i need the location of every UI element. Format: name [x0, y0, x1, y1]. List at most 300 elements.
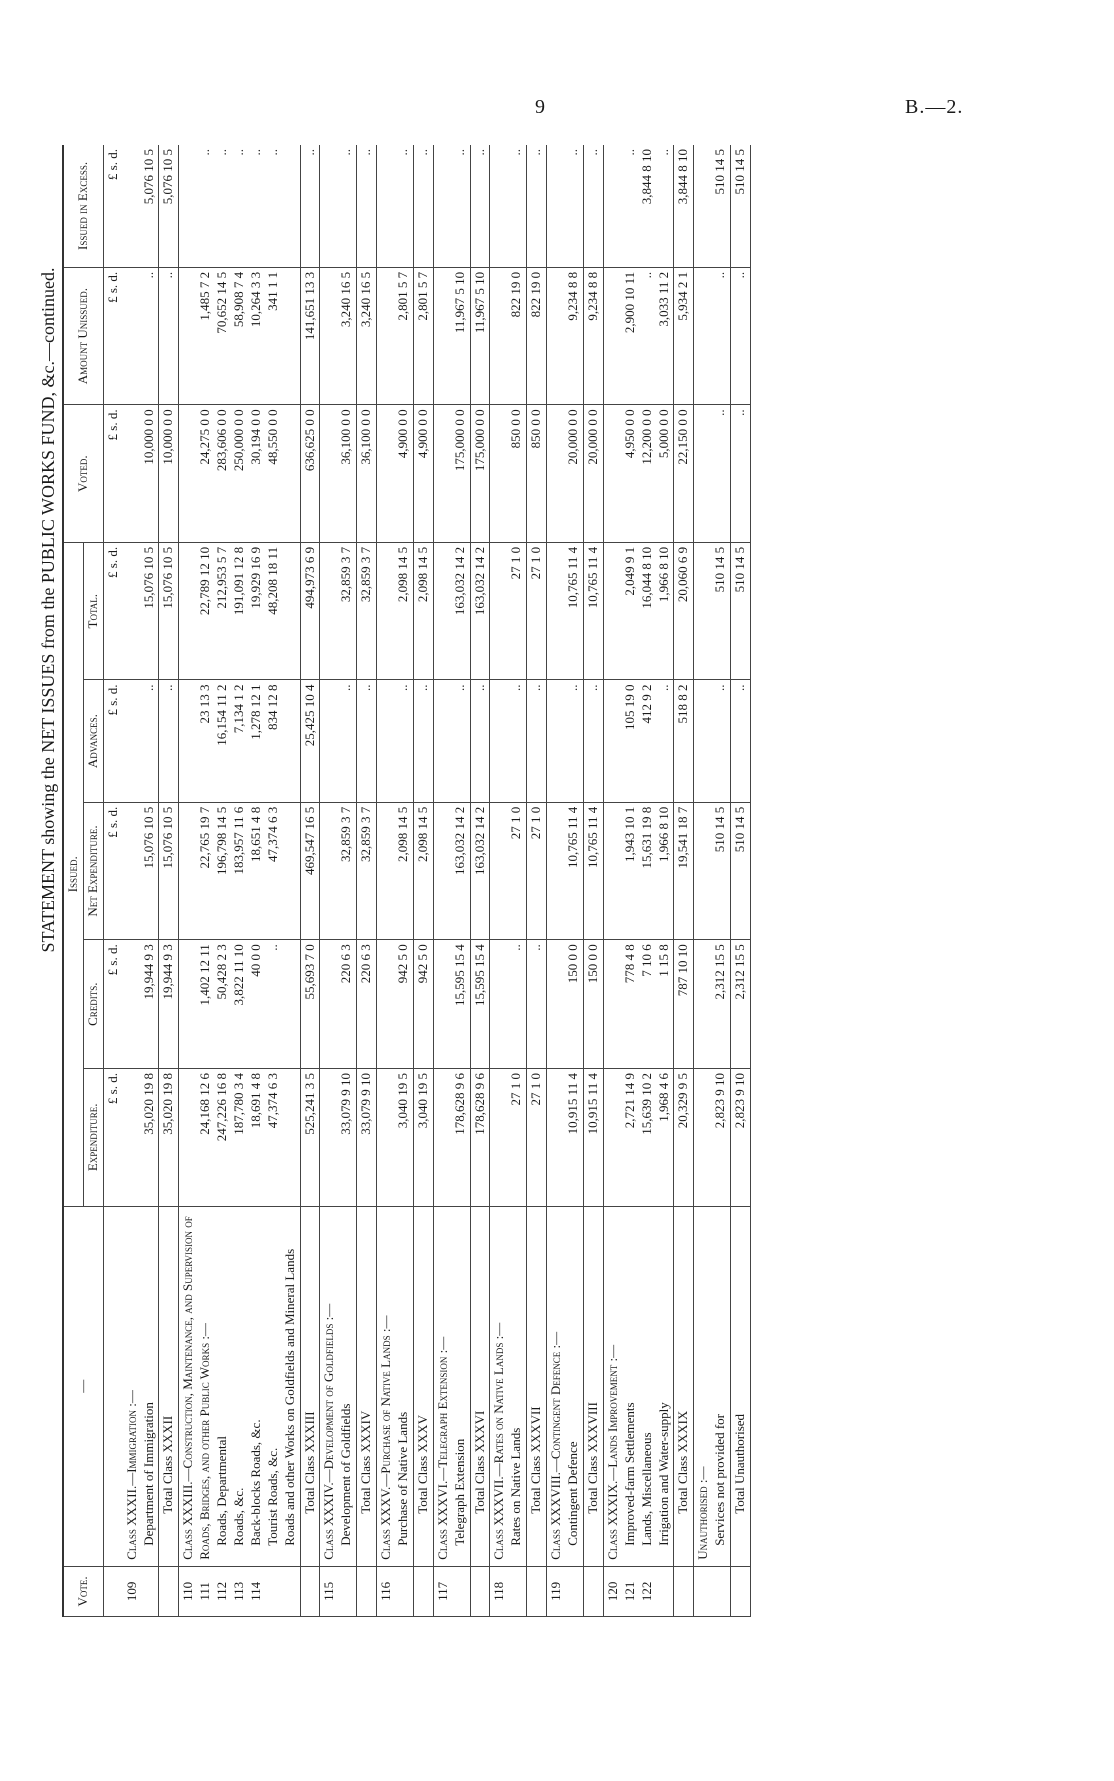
total-net-cell: 163,032 14 2: [470, 802, 490, 940]
amount: 1,968 4 6: [655, 1073, 671, 1122]
adv-cell: [694, 680, 731, 802]
amount: 822 19 0: [508, 271, 524, 318]
issued-in-excess-header: Issued in Excess.: [63, 145, 103, 267]
class-total-row: [527, 145, 547, 1617]
heading-spacer: [548, 807, 565, 936]
heading-spacer: [378, 409, 395, 538]
heading-spacer: [321, 944, 338, 1064]
excess-cell: [603, 145, 674, 267]
total-excess-cell: 510 14 5: [731, 145, 751, 267]
heading-spacer: [321, 547, 338, 676]
vote-cell: [583, 1566, 603, 1616]
total-tot-cell: 32,859 3 7: [357, 542, 377, 680]
heading-spacer: [124, 944, 141, 1064]
amount: 15,595 15 4: [451, 944, 467, 1006]
total-net-cell: 32,859 3 7: [357, 802, 377, 940]
total-unissued-cell: 141,651 13 3: [300, 267, 320, 405]
adv-cell: [433, 680, 470, 802]
amount: 510 14 5: [712, 546, 728, 593]
statement-body: [123, 145, 751, 1617]
amount: 5,000 0 0: [655, 409, 671, 459]
vote-description: [320, 1206, 357, 1566]
heading-spacer: [435, 944, 452, 1064]
amount: 3,240 16 5: [338, 271, 354, 328]
item-label: Back-blocks Roads, &c.: [247, 1419, 263, 1546]
vote-header: Vote.: [63, 1566, 103, 1616]
total-excess-cell: ..: [300, 145, 320, 267]
total-label: Total Class XXXIX: [674, 1206, 694, 1566]
amount: ..: [214, 149, 230, 156]
class-heading: Class XXXVIII.—Contingent Defence :—: [548, 1331, 564, 1560]
amount: 50,428 2 3: [214, 944, 230, 1000]
heading-spacer: [491, 149, 508, 263]
total-label: Total Unauthorised: [731, 1206, 751, 1566]
total-unissued-cell: 5,934 2 1: [674, 267, 694, 405]
net-cell: [603, 802, 674, 940]
amount: 10,264 3 3: [247, 271, 263, 328]
heading-spacer: [491, 807, 508, 936]
units-label: £ s. d.: [103, 680, 122, 802]
total-exp-cell: 178,628 9 6: [470, 1069, 490, 1207]
vote-row: [603, 145, 674, 1617]
vote-row: [179, 145, 300, 1617]
adv-cell: [320, 680, 357, 802]
amount-unissued-header: Amount Unissued.: [63, 267, 103, 405]
heading-spacer: [435, 684, 452, 797]
total-adv-cell: ..: [470, 680, 490, 802]
total-adv-cell: ..: [527, 680, 547, 802]
heading-spacer: [124, 1073, 141, 1202]
total-label: Total Class XXXIII: [300, 1206, 320, 1566]
statement-table-container: [62, 145, 942, 1617]
amount: ..: [264, 149, 280, 156]
net-cell: [433, 802, 470, 940]
total-net-cell: 510 14 5: [731, 802, 751, 940]
amount: ..: [197, 149, 213, 156]
total-excess-cell: ..: [413, 145, 433, 267]
heading-spacer: [605, 149, 622, 263]
heading-spacer: [378, 149, 395, 263]
amount: 32,859 3 7: [338, 806, 354, 862]
total-exp-cell: 10,915 11 4: [583, 1069, 603, 1207]
heading-spacer: [124, 684, 141, 797]
total-excess-cell: ..: [583, 145, 603, 267]
heading-spacer: [695, 944, 712, 1064]
vote-number: 110 111 112 113 114: [179, 1566, 300, 1616]
amount: 5,076 10 5: [140, 149, 156, 205]
excess-cell: [377, 145, 414, 267]
amount: 510 14 5: [712, 149, 728, 195]
tot-cell: [603, 542, 674, 680]
cred-cell: [694, 940, 731, 1069]
amount: 30,194 0 0: [247, 409, 263, 465]
total-net-cell: 19,541 18 7: [674, 802, 694, 940]
total-voted-cell: 4,900 0 0: [413, 405, 433, 543]
class-heading: Class XXXIV.—Development of Goldfields :—: [321, 1303, 337, 1560]
cred-cell: [547, 940, 584, 1069]
amount: 36,100 0 0: [338, 409, 354, 465]
amount: 10,765 11 4: [565, 546, 581, 609]
total-header: Total.: [83, 542, 103, 680]
total-unissued-cell: 11,967 5 10: [470, 267, 490, 405]
description-header: —: [63, 1206, 103, 1566]
vote-row: [320, 145, 357, 1617]
amount: 27 1 0: [508, 806, 524, 840]
total-cred-cell: ..: [527, 940, 547, 1069]
cred-cell: [179, 940, 300, 1069]
heading-spacer: [435, 1073, 452, 1202]
vote-number: 120 121 122: [603, 1566, 674, 1616]
vote-number: [694, 1566, 731, 1616]
total-exp-cell: 3,040 19 5: [413, 1069, 433, 1207]
amount: 163,032 14 2: [451, 806, 467, 875]
heading-spacer: [124, 272, 141, 401]
vote-number: 116: [377, 1566, 414, 1616]
tot-cell: [320, 542, 357, 680]
heading-spacer: [435, 272, 452, 401]
amount: 250,000 0 0: [231, 409, 247, 472]
amount: ..: [338, 149, 354, 156]
class-heading: Class XXXII.—Immigration :—: [123, 1390, 139, 1560]
amount: 7,134 1 2: [231, 684, 247, 734]
item-label: Department of Immigration: [140, 1402, 156, 1546]
total-label: Total Class XXXV: [413, 1206, 433, 1566]
units-label: £ s. d.: [103, 145, 122, 267]
amount: 2,049 9 1: [621, 546, 637, 596]
amount: 2,312 15 5: [712, 944, 728, 1000]
amount: 163,032 14 2: [451, 546, 467, 616]
total-label: Total Class XXXVIII: [583, 1206, 603, 1566]
heading-spacer: [605, 547, 622, 676]
total-voted-cell: ..: [731, 405, 751, 543]
amount: ..: [231, 149, 247, 156]
amount: ..: [451, 684, 467, 691]
heading-spacer: [605, 409, 622, 538]
net-cell: [179, 802, 300, 940]
excess-cell: [547, 145, 584, 267]
adv-cell: [547, 680, 584, 802]
amount: ..: [655, 149, 671, 156]
heading-spacer: [695, 684, 712, 797]
total-excess-cell: ..: [357, 145, 377, 267]
heading-spacer: [491, 1073, 508, 1202]
amount: ..: [338, 684, 354, 691]
excess-cell: [123, 145, 159, 267]
amount: 27 1 0: [508, 1073, 524, 1106]
total-voted-cell: 175,000 0 0: [470, 405, 490, 543]
excess-cell: [490, 145, 527, 267]
excess-cell: [433, 145, 470, 267]
heading-spacer: [180, 272, 197, 401]
exp-cell: [547, 1069, 584, 1207]
class-total-row: [583, 145, 603, 1617]
heading-spacer: [321, 807, 338, 936]
amount: ..: [264, 944, 280, 951]
total-label: Total Class XXXVII: [527, 1206, 547, 1566]
total-excess-cell: ..: [470, 145, 490, 267]
exp-cell: [377, 1069, 414, 1207]
item-label: Lands, Miscellaneous: [638, 1432, 654, 1546]
total-tot-cell: 10,765 11 4: [583, 542, 603, 680]
item-label: Improved-farm Settlements: [621, 1402, 637, 1546]
net-cell: [377, 802, 414, 940]
total-adv-cell: 518 8 2: [674, 680, 694, 802]
amount: 27 1 0: [508, 546, 524, 580]
heading-spacer: [378, 944, 395, 1064]
total-net-cell: 469,547 16 5: [300, 802, 320, 940]
unissued-cell: [377, 267, 414, 405]
amount: 22,789 12 10: [197, 546, 213, 616]
adv-cell: [490, 680, 527, 802]
heading-spacer: [124, 807, 141, 936]
heading-spacer: [695, 547, 712, 676]
amount: 1,278 12 1: [247, 684, 263, 740]
total-tot-cell: 2,098 14 5: [413, 542, 433, 680]
amount: 1,485 7 2: [197, 271, 213, 321]
amount: ..: [395, 149, 411, 156]
heading-spacer: [124, 547, 141, 676]
unissued-cell: [603, 267, 674, 405]
net-cell: [694, 802, 731, 940]
total-tot-cell: 27 1 0: [527, 542, 547, 680]
class-heading: Class XXXV.—Purchase of Native Lands :—: [378, 1315, 394, 1560]
class-heading: Class XXXVI.—Telegraph Extension :—: [434, 1336, 450, 1560]
excess-cell: [694, 145, 731, 267]
units-row: [103, 145, 122, 1617]
amount: 3,040 19 5: [395, 1073, 411, 1129]
unissued-cell: [490, 267, 527, 405]
amount: ..: [508, 944, 524, 951]
amount: 22,765 19 7: [197, 806, 213, 869]
heading-spacer: [695, 272, 712, 401]
heading-spacer: [695, 149, 712, 263]
amount: ..: [247, 149, 263, 156]
total-cred-cell: 2,312 15 5: [731, 940, 751, 1069]
total-voted-cell: 36,100 0 0: [357, 405, 377, 543]
heading-spacer: [491, 684, 508, 797]
amount: 2,098 14 5: [395, 546, 411, 603]
heading-spacer: [491, 409, 508, 538]
voted-cell: [547, 405, 584, 543]
vote-description: [179, 1206, 300, 1566]
amount: 850 0 0: [508, 409, 524, 449]
amount: ..: [712, 271, 728, 279]
voted-header: Voted.: [63, 405, 103, 543]
unissued-cell: [320, 267, 357, 405]
units-label: £ s. d.: [103, 1069, 122, 1207]
amount: 3,033 11 2: [655, 271, 671, 327]
vote-row: [433, 145, 470, 1617]
unissued-cell: [547, 267, 584, 405]
vote-row: [123, 145, 159, 1617]
item-label: Telegraph Extension: [451, 1438, 467, 1546]
header-row-top: [63, 145, 83, 1617]
vote-cell: [731, 1566, 751, 1616]
cred-cell: [377, 940, 414, 1069]
tot-cell: [547, 542, 584, 680]
heading-spacer: [124, 409, 141, 538]
amount: 4,950 0 0: [621, 409, 637, 459]
exp-cell: [320, 1069, 357, 1207]
amount: 24,275 0 0: [197, 409, 213, 465]
amount: 48,208 18 11: [264, 546, 280, 615]
amount: ..: [565, 149, 581, 156]
total-tot-cell: 163,032 14 2: [470, 542, 490, 680]
total-net-cell: 27 1 0: [527, 802, 547, 940]
vote-description: [433, 1206, 470, 1566]
vote-cell: [300, 1566, 320, 1616]
amount: 16,044 8 10: [638, 546, 654, 609]
amount: 18,651 4 8: [247, 806, 263, 862]
item-label: Roads and other Works on Goldfields and Mineral Lands: [281, 1248, 297, 1546]
amount: 510 14 5: [712, 806, 728, 853]
heading-spacer: [378, 272, 395, 401]
total-exp-cell: 35,020 19 8: [159, 1069, 179, 1207]
tot-cell: [694, 542, 731, 680]
heading-spacer: [695, 409, 712, 538]
class-total-row: [159, 145, 179, 1617]
unissued-cell: [433, 267, 470, 405]
total-cred-cell: 15,595 15 4: [470, 940, 490, 1069]
total-adv-cell: 25,425 10 4: [300, 680, 320, 802]
amount: ..: [712, 409, 728, 416]
total-unissued-cell: ..: [159, 267, 179, 405]
amount: 1,966 8 10: [655, 546, 671, 603]
total-unissued-cell: 822 19 0: [527, 267, 547, 405]
amount: ..: [621, 149, 637, 156]
amount: ..: [395, 684, 411, 691]
total-tot-cell: 20,060 6 9: [674, 542, 694, 680]
vote-number: 117: [433, 1566, 470, 1616]
net-expenditure-header: Net Expenditure.: [83, 802, 103, 940]
total-adv-cell: ..: [583, 680, 603, 802]
amount: 11,967 5 10: [451, 271, 467, 334]
voted-cell: [694, 405, 731, 543]
total-tot-cell: 494,973 6 9: [300, 542, 320, 680]
class-total-row: [300, 145, 320, 1617]
item-label: Roads, Departmental: [214, 1436, 230, 1546]
adv-cell: [377, 680, 414, 802]
cred-cell: [123, 940, 159, 1069]
total-voted-cell: 10,000 0 0: [159, 405, 179, 543]
amount: 187,780 3 4: [231, 1073, 247, 1135]
amount: 10,765 11 4: [565, 806, 581, 868]
total-excess-cell: 5,076 10 5: [159, 145, 179, 267]
heading-spacer: [491, 944, 508, 1064]
excess-cell: [320, 145, 357, 267]
amount: 3,822 11 10: [231, 944, 247, 1006]
voted-cell: [490, 405, 527, 543]
total-excess-cell: ..: [527, 145, 547, 267]
amount: 1 15 8: [655, 944, 671, 977]
excess-cell: [179, 145, 300, 267]
amount: 247,226 16 8: [214, 1073, 230, 1142]
amount: 183,957 11 6: [231, 806, 247, 875]
amount: 220 6 3: [338, 944, 354, 984]
units-label: £ s. d.: [103, 267, 122, 405]
exp-cell: [694, 1069, 731, 1207]
credits-header: Credits.: [83, 940, 103, 1069]
total-adv-cell: ..: [413, 680, 433, 802]
total-net-cell: 2,098 14 5: [413, 802, 433, 940]
vote-number: 118: [490, 1566, 527, 1616]
exp-cell: [603, 1069, 674, 1207]
heading-spacer: [321, 684, 338, 797]
voted-cell: [320, 405, 357, 543]
amount: 2,721 14 9: [621, 1073, 637, 1129]
heading-spacer: [180, 149, 197, 263]
item-label: Tourist Roads, &c.: [264, 1447, 280, 1546]
voted-cell: [603, 405, 674, 543]
total-excess-cell: 3,844 8 10: [674, 145, 694, 267]
units-label: £ s. d.: [103, 802, 122, 940]
item-label: Development of Goldfields: [338, 1403, 354, 1546]
heading-spacer: [378, 1073, 395, 1202]
vote-number: 119: [547, 1566, 584, 1616]
total-tot-cell: 510 14 5: [731, 542, 751, 680]
heading-spacer: [548, 944, 565, 1064]
amount: 9,234 8 8: [565, 271, 581, 321]
vote-cell: [470, 1566, 490, 1616]
total-net-cell: 10,765 11 4: [583, 802, 603, 940]
amount: 1,402 12 11: [197, 944, 213, 1006]
heading-spacer: [321, 272, 338, 401]
tot-cell: [123, 542, 159, 680]
total-unissued-cell: 3,240 16 5: [357, 267, 377, 405]
tot-cell: [433, 542, 470, 680]
cred-cell: [433, 940, 470, 1069]
class-total-row: [674, 145, 694, 1617]
vote-cell: [159, 1566, 179, 1616]
vote-number: 115: [320, 1566, 357, 1616]
heading-spacer: [491, 272, 508, 401]
amount: 10,000 0 0: [140, 409, 156, 465]
amount: 19,929 16 9: [247, 546, 263, 609]
amount: 10,915 11 4: [565, 1073, 581, 1135]
heading-spacer: [605, 684, 622, 797]
amount: 58,908 7 4: [231, 271, 247, 328]
adv-cell: [123, 680, 159, 802]
page-number: 9: [535, 96, 545, 118]
item-label: Irrigation and Water-supply: [655, 1402, 671, 1546]
statement-table: [62, 145, 751, 1617]
item-label: Contingent Defence: [565, 1441, 581, 1546]
total-cred-cell: 787 10 10: [674, 940, 694, 1069]
voted-cell: [433, 405, 470, 543]
heading-spacer: [180, 807, 197, 936]
heading-spacer: [548, 272, 565, 401]
total-tot-cell: 15,076 10 5: [159, 542, 179, 680]
class-total-row: [413, 145, 433, 1617]
amount: ..: [508, 149, 524, 156]
vote-description: [123, 1206, 159, 1566]
vote-description: [603, 1206, 674, 1566]
class-heading: Unauthorised :—: [695, 1466, 711, 1560]
class-total-row: [357, 145, 377, 1617]
amount: 32,859 3 7: [338, 546, 354, 603]
amount: 20,000 0 0: [565, 409, 581, 465]
class-total-row: [470, 145, 490, 1617]
vote-cell: [527, 1566, 547, 1616]
advances-header: Advances.: [83, 680, 103, 802]
total-label: Total Class XXXIV: [357, 1206, 377, 1566]
exp-cell: [179, 1069, 300, 1207]
class-heading: Class XXXIX.—Lands Improvement :—: [604, 1344, 620, 1560]
heading-spacer: [548, 149, 565, 263]
heading-spacer: [180, 1073, 197, 1202]
vote-row: [490, 145, 527, 1617]
tot-cell: [377, 542, 414, 680]
